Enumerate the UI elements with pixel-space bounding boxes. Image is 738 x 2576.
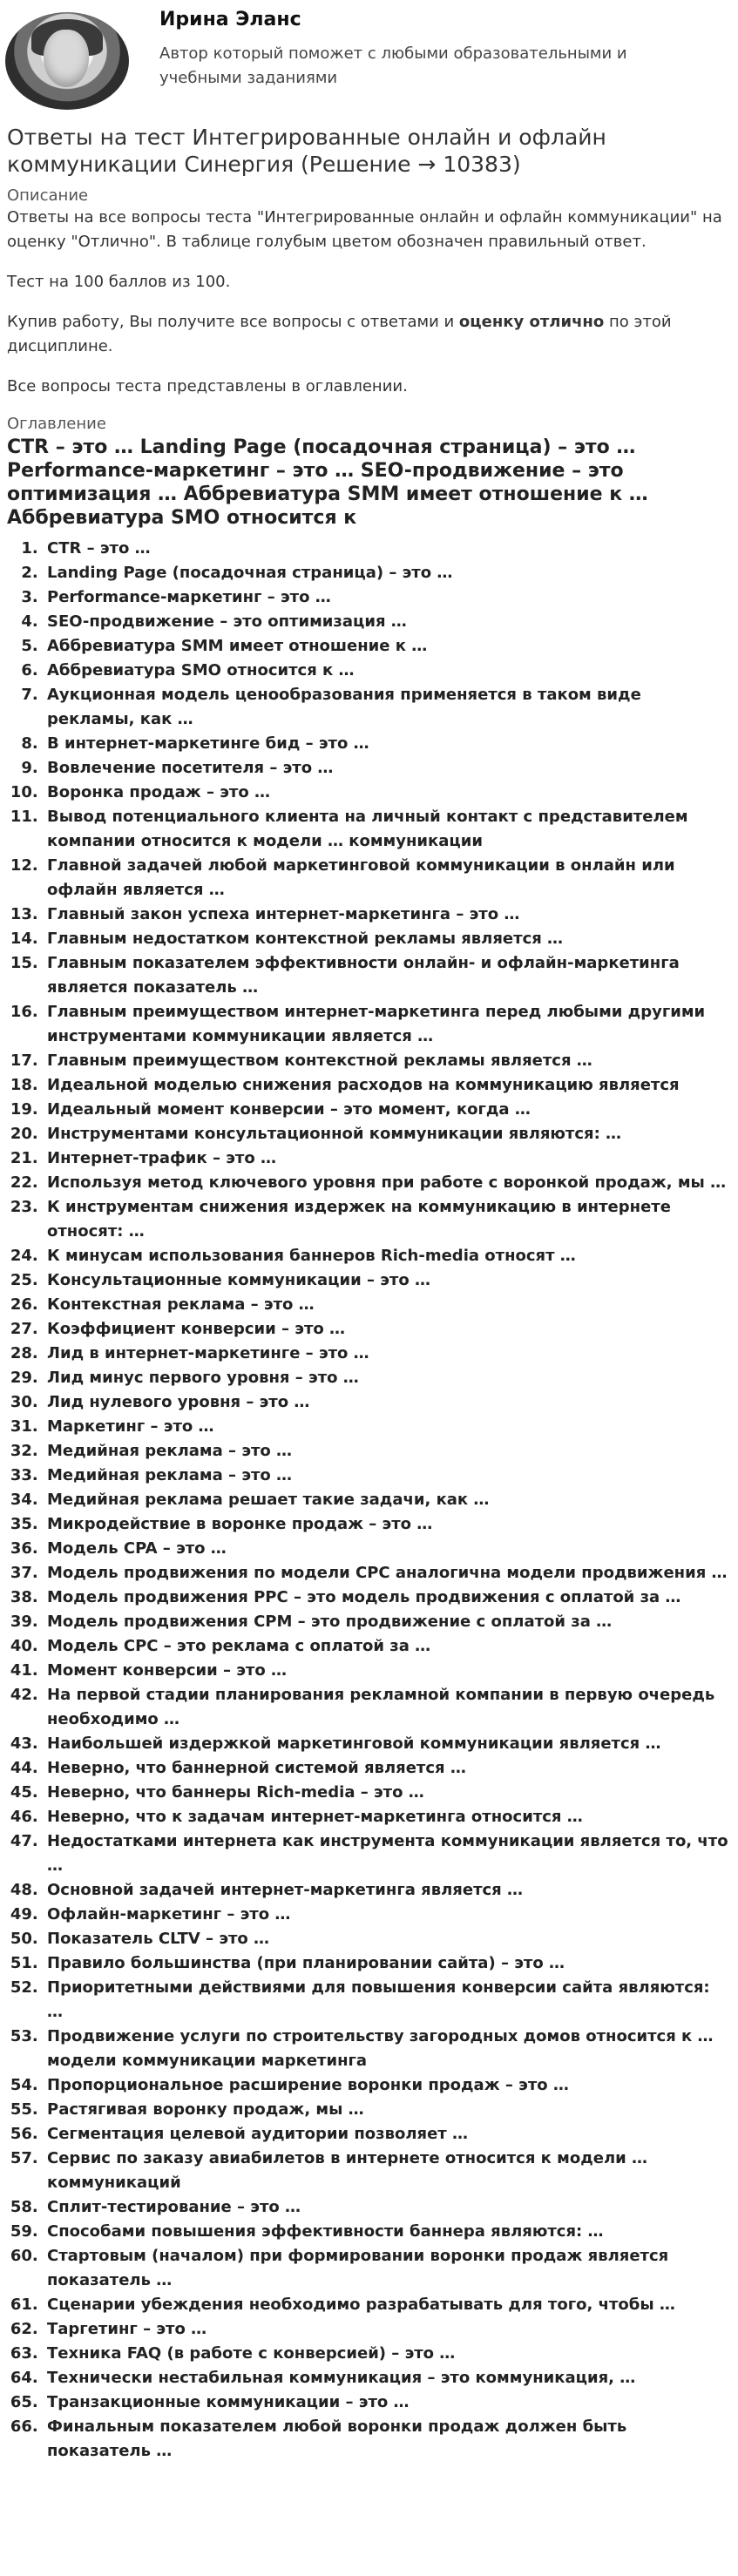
toc-item: 33. Медийная реклама – это … — [44, 1464, 730, 1488]
toc-item: 39. Модель продвижения CPM – это продвижение с оплатой за … — [44, 1610, 730, 1634]
toc-item: 41. Момент конверсии – это … — [44, 1659, 730, 1683]
toc-item: 12. Главной задачей любой маркетинговой коммуникации в онлайн или офлайн является … — [44, 854, 730, 903]
toc-item: 20. Инструментами консультационной коммуникации являются: … — [44, 1122, 730, 1146]
toc-item: 32. Медийная реклама – это … — [44, 1439, 730, 1464]
toc-item: 66. Финальным показателем любой воронки продаж должен быть показатель … — [44, 2415, 730, 2464]
toc-item: 31. Маркетинг – это … — [44, 1415, 730, 1439]
toc-item: 50. Показатель CLTV – это … — [44, 1927, 730, 1951]
toc-item: 45. Неверно, что баннеры Rich-media – это … — [44, 1781, 730, 1805]
toc-item: 57. Сервис по заказу авиабилетов в интернете относится к модели … коммуникаций — [44, 2147, 730, 2195]
toc-item: 34. Медийная реклама решает такие задачи, как … — [44, 1488, 730, 1512]
toc-item: 35. Микродействие в воронке продаж – это … — [44, 1512, 730, 1537]
toc-item: 63. Техника FAQ (в работе с конверсией) – это … — [44, 2342, 730, 2366]
description-label: Описание — [7, 186, 89, 205]
toc-item: 40. Модель CPC – это реклама с оплатой за … — [44, 1634, 730, 1659]
toc-item: 36. Модель CPA – это … — [44, 1537, 730, 1561]
toc-item: 28. Лид в интернет-маркетинге – это … — [44, 1342, 730, 1366]
description-p3-after: по этой дисциплине. — [7, 313, 672, 355]
toc-item: 64. Технически нестабильная коммуникация – это коммуникация, … — [44, 2366, 730, 2390]
description-p3-before: Купив работу, Вы получите все вопросы с ответами и — [7, 313, 459, 331]
toc-item: 23. К инструментам снижения издержек на коммуникацию в интернете относят: … — [44, 1195, 730, 1244]
description-paragraph-2: Тест на 100 баллов из 100. — [7, 273, 231, 291]
author-header — [0, 0, 738, 115]
toc-list — [7, 537, 730, 2464]
toc-item: 18. Идеальной моделью снижения расходов на коммуникацию является — [44, 1073, 730, 1098]
toc-item: 6. Аббревиатура SMO относится к … — [44, 659, 730, 683]
toc-item: 25. Консультационные коммуникации – это … — [44, 1268, 730, 1293]
toc-item: 24. К минусам использования баннеров Rich-media относят … — [44, 1244, 730, 1268]
toc-item: 27. Коэффициент конверсии – это … — [44, 1317, 730, 1342]
toc-item: 1. CTR – это … — [44, 537, 730, 561]
author-description: Автор который поможет с любыми образовательными и учебными заданиями — [159, 44, 627, 87]
toc-item: 55. Растягивая воронку продаж, мы … — [44, 2098, 730, 2122]
toc-item: 42. На первой стадии планирования рекламной компании в первую очередь необходимо … — [44, 1683, 730, 1732]
toc-heading: CTR – это … Landing Page (посадочная страница) – это … Performance-маркетинг – это … SEO-продвижение – это оптимизация … Аббревиатура SMM имеет отношение к … Аббревиатура SMO относится к — [7, 436, 648, 529]
toc-item: 58. Сплит-тестирование – это … — [44, 2195, 730, 2220]
toc-item: 9. Вовлечение посетителя – это … — [44, 756, 730, 781]
toc-item: 14. Главным недостатком контекстной рекламы является … — [44, 927, 730, 951]
toc-item: 5. Аббревиатура SMM имеет отношение к … — [44, 634, 730, 659]
toc-item: 48. Основной задачей интернет-маркетинга является … — [44, 1878, 730, 1903]
toc-item: 49. Офлайн-маркетинг – это … — [44, 1903, 730, 1927]
toc-item: 44. Неверно, что баннерной системой является … — [44, 1756, 730, 1781]
toc-item: 51. Правило большинства (при планировании сайта) – это … — [44, 1951, 730, 1976]
toc-item: 11. Вывод потенциального клиента на личный контакт с представителем компании относится к модели … коммуникации — [44, 805, 730, 854]
toc-item: 62. Таргетинг – это … — [44, 2317, 730, 2342]
author-name[interactable]: Ирина Эланс — [159, 9, 301, 30]
toc-item: 13. Главный закон успеха интернет-маркетинга – это … — [44, 903, 730, 927]
toc-item: 16. Главным преимуществом интернет-маркетинга перед любыми другими инструментами коммуникации является … — [44, 1000, 730, 1049]
author-avatar[interactable] — [5, 12, 129, 110]
toc-label: Оглавление — [7, 415, 106, 433]
toc-item: 21. Интернет-трафик – это … — [44, 1146, 730, 1171]
toc-item: 47. Недостатками интернета как инструмента коммуникации является то, что … — [44, 1829, 730, 1878]
description-paragraph-3 — [7, 310, 730, 359]
toc-item: 59. Способами повышения эффективности баннера являются: … — [44, 2220, 730, 2244]
toc-item: 65. Транзакционные коммуникации – это … — [44, 2390, 730, 2415]
description-block — [7, 206, 730, 399]
description-paragraph-4: Все вопросы теста представлены в оглавлении. — [7, 377, 408, 396]
toc-item: 19. Идеальный момент конверсии – это момент, когда … — [44, 1098, 730, 1122]
avatar-face — [44, 30, 89, 87]
toc-item: 7. Аукционная модель ценообразования применяется в таком виде рекламы, как … — [44, 683, 730, 732]
toc-item: 53. Продвижение услуги по строительству загородных домов относится к … модели коммуникации маркетинга — [44, 2025, 730, 2073]
description-p3-bold: оценку отлично — [458, 313, 605, 331]
toc-item: 30. Лид нулевого уровня – это … — [44, 1390, 730, 1415]
toc-item: 52. Приоритетными действиями для повышения конверсии сайта являются: … — [44, 1976, 730, 2025]
page-title: Ответы на тест Интегрированные онлайн и офлайн коммуникации Синергия (Решение → 10383) — [7, 125, 606, 177]
toc-item: 60. Стартовым (началом) при формировании воронки продаж является показатель … — [44, 2244, 730, 2293]
toc-item: 10. Воронка продаж – это … — [44, 781, 730, 805]
toc-item: 54. Пропорциональное расширение воронки продаж – это … — [44, 2073, 730, 2098]
toc-item: 38. Модель продвижения PPC – это модель продвижения с оплатой за … — [44, 1585, 730, 1610]
toc-item: 61. Сценарии убеждения необходимо разрабатывать для того, чтобы … — [44, 2293, 730, 2317]
toc-item: 2. Landing Page (посадочная страница) – это … — [44, 561, 730, 585]
toc-item: 15. Главным показателем эффективности онлайн- и офлайн-маркетинга является показатель … — [44, 951, 730, 1000]
toc-item: 56. Сегментация целевой аудитории позволяет … — [44, 2122, 730, 2147]
toc-item: 26. Контекстная реклама – это … — [44, 1293, 730, 1317]
toc-item: 46. Неверно, что к задачам интернет-маркетинга относится … — [44, 1805, 730, 1829]
toc-item: 8. В интернет-маркетинге бид – это … — [44, 732, 730, 756]
description-paragraph-1: Ответы на все вопросы теста "Интегрированные онлайн и офлайн коммуникации" на оценку "Отлично". В таблице голубым цветом обозначен правильный ответ. — [7, 208, 722, 251]
main-content — [7, 124, 730, 2464]
toc-item: 37. Модель продвижения по модели CPC аналогична модели продвижения … — [44, 1561, 730, 1585]
toc-item: 29. Лид минус первого уровня – это … — [44, 1366, 730, 1390]
toc-item: 22. Используя метод ключевого уровня при работе с воронкой продаж, мы … — [44, 1171, 730, 1195]
toc-item: 3. Performance-маркетинг – это … — [44, 585, 730, 610]
toc-item: 4. SEO-продвижение – это оптимизация … — [44, 610, 730, 634]
toc-item: 43. Наибольшей издержкой маркетинговой коммуникации является … — [44, 1732, 730, 1756]
toc-item: 17. Главным преимуществом контекстной рекламы является … — [44, 1049, 730, 1073]
